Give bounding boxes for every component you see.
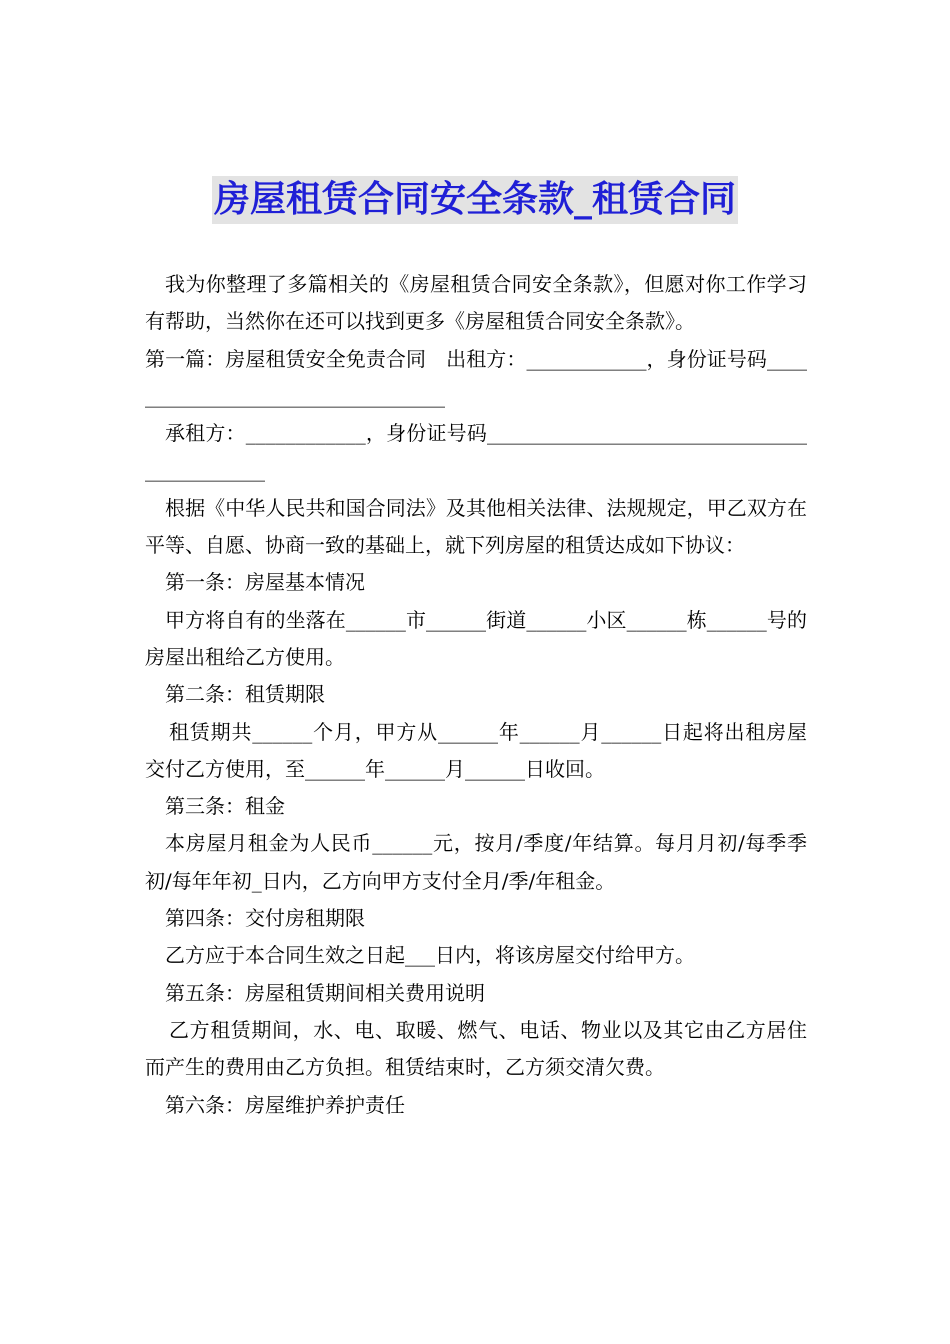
clause-3-body: 本房屋月租金为人民币______元，按月/季度/年结算。每月月初/每季季初/每年年初_日内，乙方向甲方支付全月/季/年租金。 — [145, 831, 807, 893]
clause-3-heading: 第三条：租金 — [165, 794, 285, 819]
clause-6-heading: 第六条：房屋维护养护责任 — [165, 1092, 405, 1117]
clause-5-heading: 第五条：房屋租赁期间相关费用说明 — [165, 980, 485, 1005]
title-container — [0, 176, 950, 224]
clause-4-body: 乙方应于本合同生效之日起___日内，将该房屋交付给甲方。 — [165, 943, 695, 968]
intro-paragraph: 我为你整理了多篇相关的《房屋租赁合同安全条款》，但愿对你工作学习有帮助，当然你在还可以找到更多《房屋租赁合同安全条款》。 — [145, 272, 807, 334]
document-title: 房屋租赁合同安全条款_租赁合同 — [212, 176, 738, 224]
paragraph-first-article: 第一篇：房屋租赁安全免责合同 出租方：____________，身份证号码__________________________________ — [145, 346, 807, 408]
clause-2-body: 租赁期共______个月，甲方从______年______月______日起将出租房屋交付乙方使用，至______年______月______日收回。 — [145, 719, 807, 781]
clause-5-body: 乙方租赁期间，水、电、取暖、燃气、电话、物业以及其它由乙方居住而产生的费用由乙方负担。租赁结束时，乙方须交清欠费。 — [145, 1017, 807, 1080]
clause-1-heading: 第一条：房屋基本情况 — [165, 570, 365, 595]
paragraph-lessee: 承租方：____________，身份证号码____________________________________________ — [145, 421, 807, 483]
paragraph-basis: 根据《中华人民共和国合同法》及其他相关法律、法规规定，甲乙双方在平等、自愿、协商一致的基础上，就下列房屋的租赁达成如下协议： — [145, 495, 807, 558]
clause-4-heading: 第四条：交付房租期限 — [165, 906, 365, 931]
document-body — [145, 266, 807, 1124]
clause-1-body: 甲方将自有的坐落在______市______街道______小区______栋______号的房屋出租给乙方使用。 — [145, 607, 807, 669]
clause-2-heading: 第二条：租赁期限 — [165, 682, 325, 707]
